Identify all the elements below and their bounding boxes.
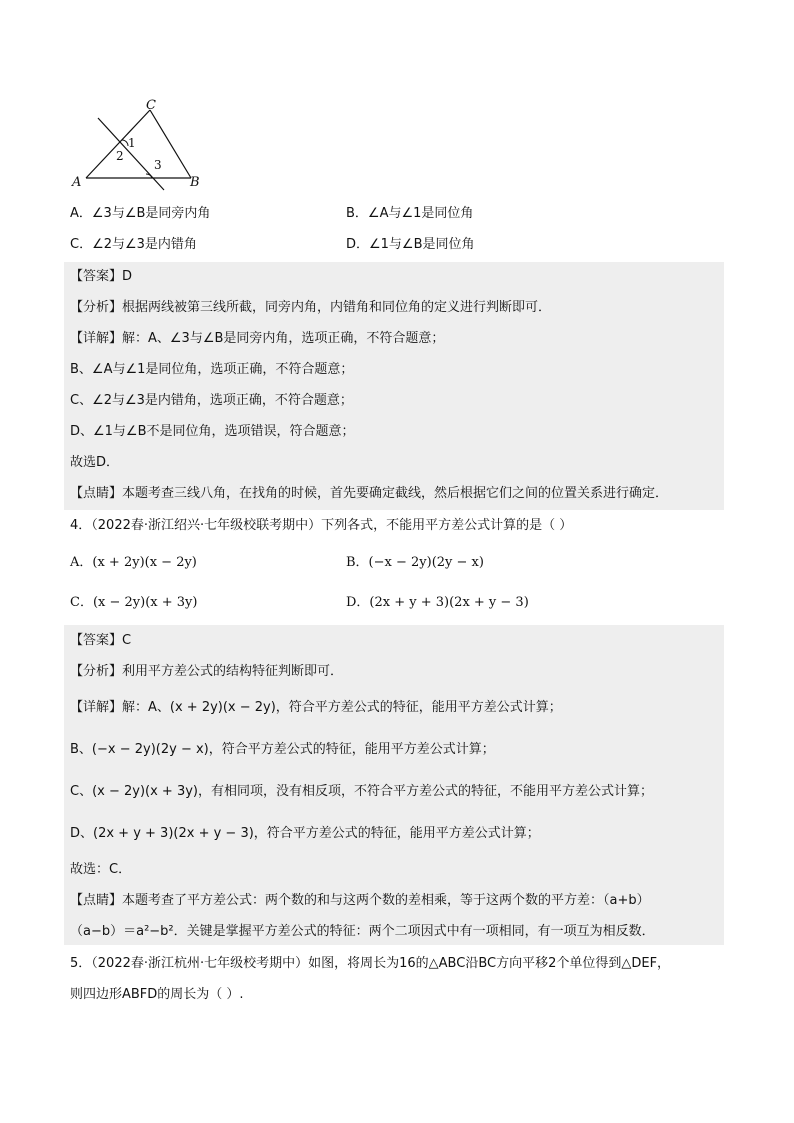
q3-analysis: 【分析】根据两线被第三线所截，同旁内角，内错角和同位角的定义进行判断即可．: [70, 300, 552, 315]
q4-analysis: 【分析】利用平方差公式的结构特征判断即可．: [70, 664, 344, 679]
q5-stem-line1: 5．（2022春·浙江杭州·七年级校考期中）如图，将周长为16的△ABC沿BC方向平移2个单位得到△DEF，: [70, 956, 671, 971]
q4-detail-a: 【详解】解：A、(x + 2y)(x − 2y)，符合平方差公式的特征，能用平方差公式计算；: [70, 700, 562, 715]
q3-detail-b: B、∠A与∠1是同位角，选项正确，不符合题意；: [70, 362, 354, 377]
label-angle-3: 3: [154, 158, 162, 172]
q4-answer: 【答案】C: [70, 633, 132, 648]
q5-stem-line2: 则四边形ABFD的周长为（ ）.: [70, 987, 244, 1002]
q4-comment-line1: 【点睛】本题考查了平方差公式：两个数的和与这两个数的差相乘，等于这两个数的平方差：（a+b）: [70, 893, 650, 908]
q3-detail-c: C、∠2与∠3是内错角，选项正确，不符合题意；: [70, 393, 353, 408]
q4-detail-c: C、(x − 2y)(x + 3y)，有相同项，没有相反项，不符合平方差公式的特征，不能用平方差公式计算；: [70, 784, 653, 799]
q4-detail-d: D、(2x + y + 3)(2x + y − 3)，符合平方差公式的特征，能用平方差公式计算；: [70, 826, 540, 841]
q3-answer: 【答案】D: [70, 269, 133, 284]
q3-comment: 【点睛】本题考查三线八角，在找角的时候，首先要确定截线，然后根据它们之间的位置关系进行确定．: [70, 486, 669, 501]
q3-detail-a: 【详解】解：A、∠3与∠B是同旁内角，选项正确，不符合题意；: [70, 331, 445, 346]
triangle-figure: [66, 98, 216, 194]
q4-option-c: C．(x − 2y)(x + 3y): [70, 595, 198, 610]
segment-ac: [86, 110, 150, 178]
q4-stem: 4．（2022春·浙江绍兴·七年级校联考期中）下列各式，不能用平方差公式计算的是（ ）: [70, 518, 573, 533]
q4-option-a: A．(x + 2y)(x − 2y): [70, 555, 197, 570]
q4-detail-b: B、(−x − 2y)(2y − x)，符合平方差公式的特征，能用平方差公式计算；: [70, 742, 495, 757]
label-angle-1: 1: [128, 136, 136, 150]
q3-detail-d: D、∠1与∠B不是同位角，选项错误，符合题意；: [70, 424, 355, 439]
label-angle-2: 2: [116, 149, 124, 163]
q3-option-c: C．∠2与∠3是内错角: [70, 237, 197, 252]
label-c: C: [146, 98, 156, 113]
q4-choice: 故选：C．: [70, 862, 132, 877]
q4-comment-line2: （a−b）＝a²−b²．关键是掌握平方差公式的特征：两个二项因式中有一项相同，有一项互为相反数．: [70, 924, 655, 939]
label-b: B: [190, 175, 200, 190]
q3-choice: 故选D．: [70, 455, 120, 470]
angle-mark-3: [146, 174, 152, 178]
q4-option-b: B．(−x − 2y)(2y − x): [346, 555, 484, 570]
label-a: A: [72, 175, 82, 190]
q3-option-a: A．∠3与∠B是同旁内角: [70, 206, 211, 221]
q4-option-d: D．(2x + y + 3)(2x + y − 3): [346, 595, 529, 610]
q3-option-d: D．∠1与∠B是同位角: [346, 237, 475, 252]
q3-option-b: B．∠A与∠1是同位角: [346, 206, 474, 221]
